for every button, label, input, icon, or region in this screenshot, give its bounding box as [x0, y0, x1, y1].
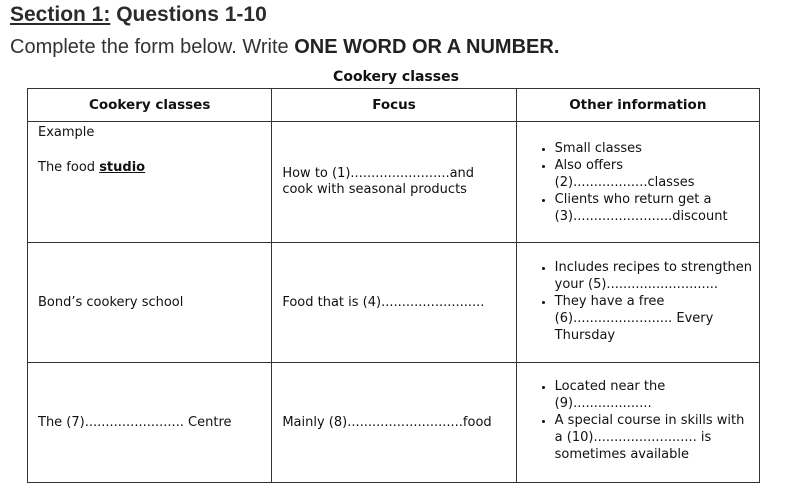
focus-text: Food that is (4)......................... — [282, 294, 485, 310]
list-item: • They have a free (6)........................ Every Thursday — [555, 293, 753, 344]
example-answer: studio — [99, 160, 146, 175]
list-item: • Also offers (2)..................classes — [555, 157, 753, 191]
section-label: Section 1: — [10, 3, 111, 26]
list-item: • Clients who return get a (3)........................discount — [555, 191, 753, 225]
class-cell — [28, 122, 272, 243]
focus-text: How to (1)........................and cook with seasonal products — [282, 166, 475, 197]
section-heading — [10, 3, 267, 27]
header-focus: Focus — [272, 89, 516, 122]
header-cookery-classes: Cookery classes — [28, 89, 272, 122]
focus-cell — [272, 122, 516, 243]
info-list — [517, 378, 753, 463]
list-item: • Small classes — [555, 140, 753, 157]
table-row — [28, 243, 760, 363]
list-item: • Located near the (9)................... — [555, 378, 753, 412]
list-item: • Includes recipes to strengthen your (5)........................... — [555, 259, 753, 293]
info-cell — [516, 243, 759, 363]
header-row — [28, 89, 760, 122]
class-name: Bond’s cookery school — [38, 294, 184, 310]
cookery-form-table — [27, 88, 760, 483]
class-name: The (7)........................ Centre — [38, 414, 232, 430]
table-row — [28, 122, 760, 243]
list-item: • A special course in skills with a (10)......................... is sometimes available — [555, 412, 753, 463]
table-title: Cookery classes — [333, 69, 459, 85]
focus-cell — [272, 243, 516, 363]
focus-text: Mainly (8)............................food — [282, 414, 492, 430]
instruction-bold: ONE WORD OR A NUMBER. — [294, 36, 560, 58]
focus-cell — [272, 363, 516, 483]
class-name: The food studio — [38, 160, 146, 175]
header-other-information: Other information — [516, 89, 759, 122]
class-cell — [28, 363, 272, 483]
example-label: Example — [38, 125, 95, 140]
info-cell — [516, 363, 759, 483]
table-row — [28, 363, 760, 483]
info-cell — [516, 122, 759, 243]
instructions — [10, 36, 559, 59]
info-list — [517, 259, 753, 344]
section-questions: Questions 1-10 — [116, 3, 267, 26]
info-list — [517, 140, 753, 225]
class-cell — [28, 243, 272, 363]
instruction-text: Complete the form below. Write — [10, 36, 295, 58]
